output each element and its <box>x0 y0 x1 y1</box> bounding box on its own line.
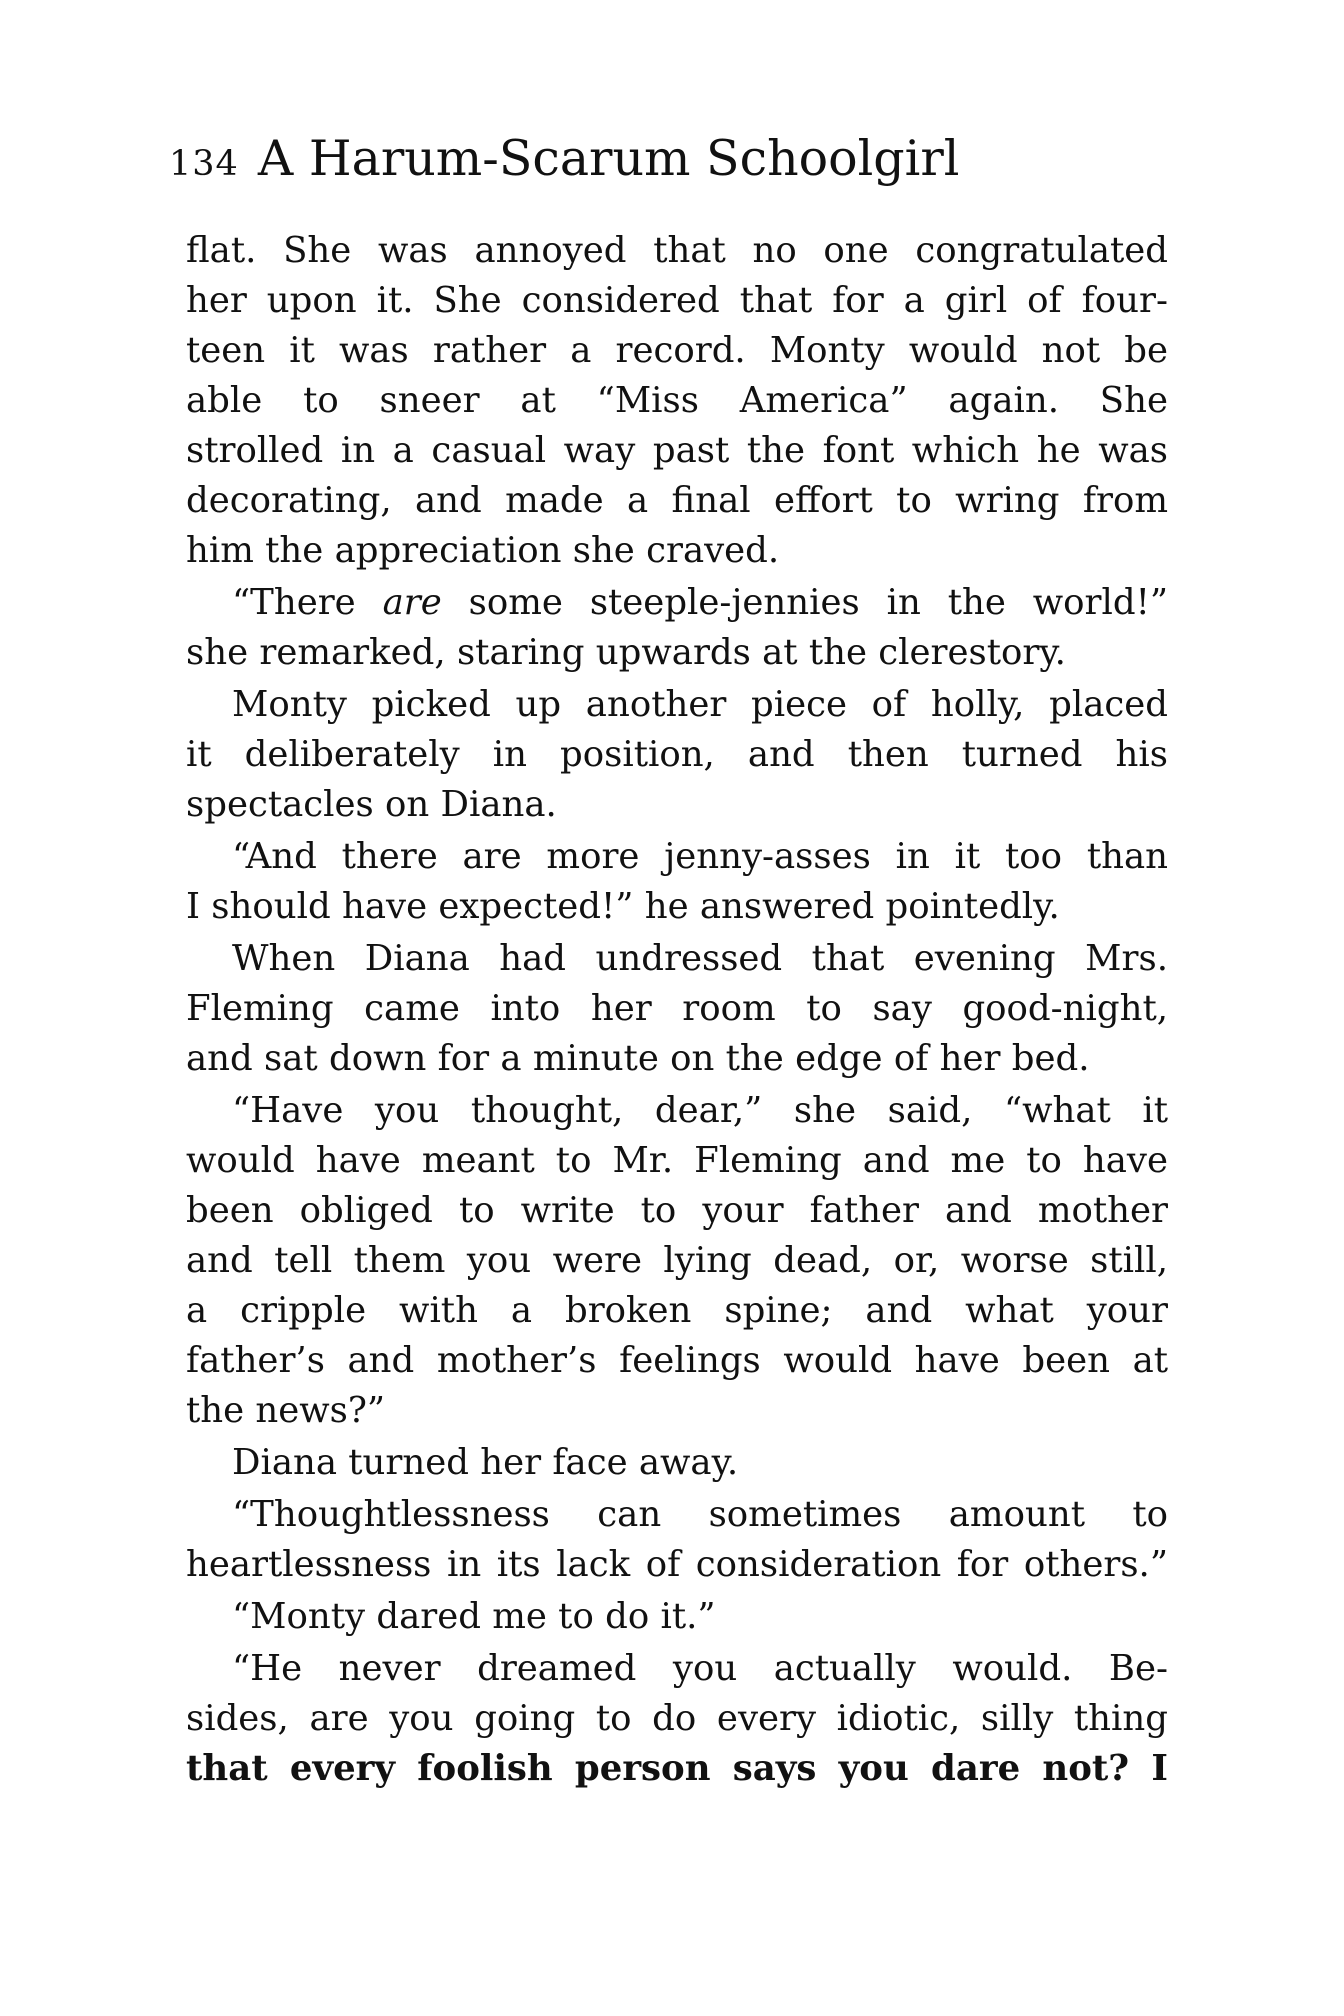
text-line: flat. She was annoyed that no one congratulated <box>186 230 1168 271</box>
line-segment: some steeple-jennies in the world!” <box>441 582 1168 623</box>
text-line: that every foolish person says you dare not? I <box>186 1748 1168 1789</box>
text-line: him the appreciation she craved. <box>186 530 780 571</box>
emphasis-word: are <box>382 582 442 623</box>
text-line: teen it was rather a record. Monty would not be <box>186 330 1168 371</box>
text-line: and tell them you were lying dead, or, worse still, <box>186 1240 1168 1281</box>
running-title: A Harum-Scarum Schoolgirl <box>257 130 960 187</box>
text-line: Diana turned her face away. <box>232 1442 739 1483</box>
page-number: 134 <box>169 144 239 184</box>
text-line: Fleming came into her room to say good-night, <box>186 988 1168 1029</box>
text-line: spectacles on Diana. <box>186 784 557 825</box>
text-line: sides, are you going to do every idiotic, silly thing <box>186 1698 1168 1739</box>
text-line: father’s and mother’s feelings would have been at <box>186 1340 1168 1381</box>
text-line: and sat down for a minute on the edge of her bed. <box>186 1038 1090 1079</box>
text-line: “And there are more jenny-asses in it too than <box>232 836 1168 877</box>
text-line: heartlessness in its lack of consideration for others.” <box>186 1544 1168 1585</box>
text-line: I should have expected!” he answered pointedly. <box>186 886 1060 927</box>
text-line <box>232 578 1168 628</box>
text-line: “Thoughtlessness can sometimes amount to <box>232 1494 1168 1535</box>
text-line: “Monty dared me to do it.” <box>232 1596 716 1637</box>
text-line: “Have you thought, dear,” she said, “what it <box>232 1090 1168 1131</box>
text-line: Monty picked up another piece of holly, placed <box>232 684 1168 725</box>
text-line: it deliberately in position, and then turned his <box>186 734 1168 775</box>
text-line: would have meant to Mr. Fleming and me to have <box>186 1140 1168 1181</box>
text-line: When Diana had undressed that evening Mrs. <box>232 938 1168 979</box>
text-line: the news?” <box>186 1390 386 1431</box>
text-line: her upon it. She considered that for a girl of four- <box>186 280 1168 321</box>
line-segment: “There <box>232 582 383 623</box>
text-line: strolled in a casual way past the font which he was <box>186 430 1168 471</box>
text-line: a cripple with a broken spine; and what your <box>186 1290 1168 1331</box>
running-header <box>169 130 1179 200</box>
text-line: able to sneer at “Miss America” again. She <box>186 380 1168 421</box>
text-line: been obliged to write to your father and mother <box>186 1190 1168 1231</box>
text-line: decorating, and made a final effort to wring from <box>186 480 1168 521</box>
text-line: “He never dreamed you actually would. Be- <box>232 1648 1168 1689</box>
text-line: she remarked, staring upwards at the clerestory. <box>186 632 1066 673</box>
